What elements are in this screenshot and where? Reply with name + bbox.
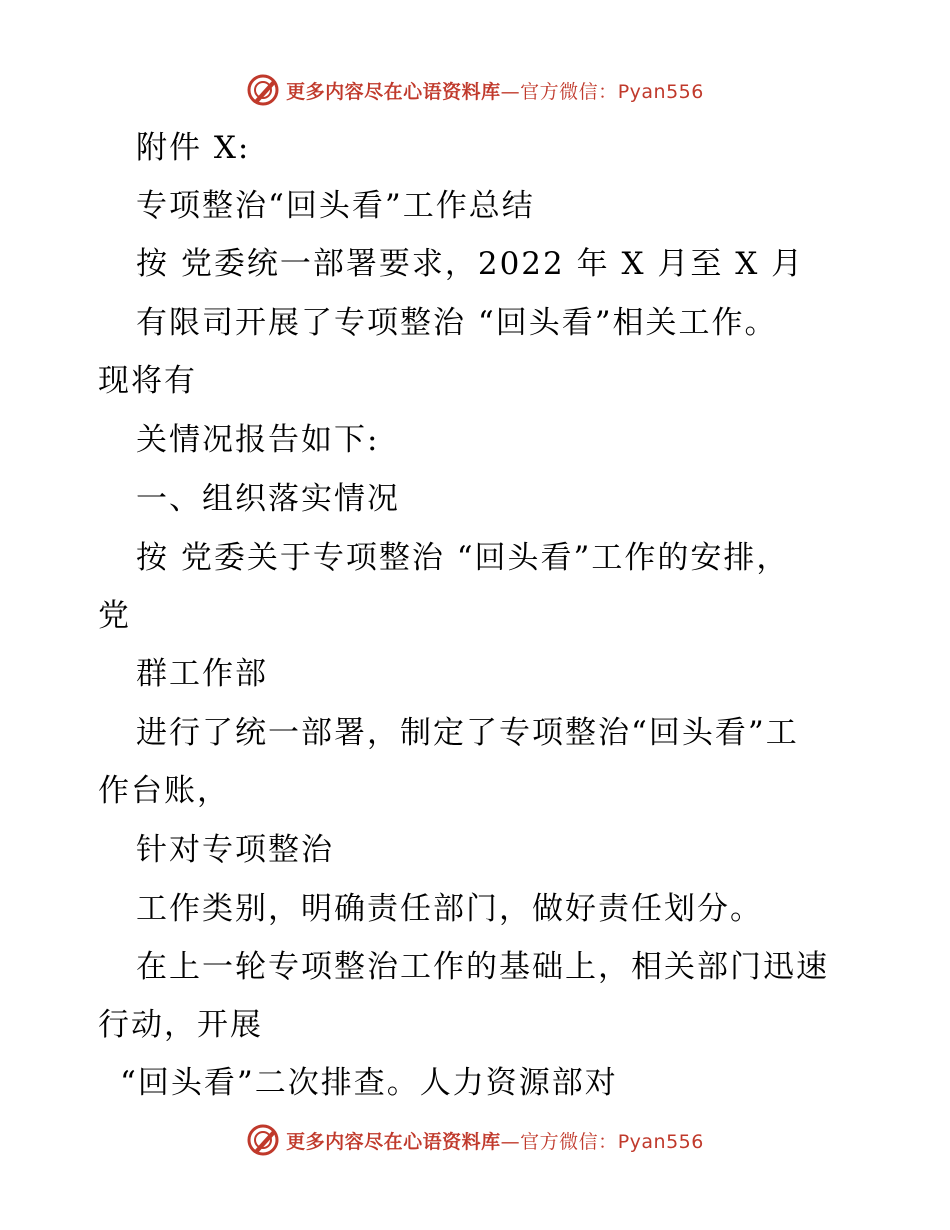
- header-watermark: [0, 70, 950, 110]
- paragraph-line: 党: [98, 598, 131, 634]
- watermark-text: [286, 1127, 704, 1154]
- watermark-suffix: 官方微信：: [520, 1130, 618, 1153]
- watermark-dash: —: [500, 1130, 521, 1153]
- paragraph-line: 有限司开展了专项整治 “回头看”相关工作。: [136, 305, 778, 341]
- paragraph-line: 进行了统一部署，制定了专项整治“回头看”工: [136, 715, 799, 751]
- paragraph-line: 针对专项整治: [136, 832, 334, 868]
- paragraph-line: 作台账，: [98, 773, 230, 809]
- paragraph-line: 按 党委统一部署要求，2022 年 X 月至 X 月: [136, 246, 805, 282]
- paragraph-line: 行动，开展: [98, 1007, 263, 1043]
- watermark-wechat: Pyan556: [617, 80, 704, 103]
- watermark-wechat: Pyan556: [617, 1130, 704, 1153]
- watermark-dash: —: [500, 80, 521, 103]
- section-heading: 一、组织落实情况: [136, 481, 400, 517]
- paragraph-line: 关情况报告如下:: [136, 422, 380, 458]
- pen-logo-icon: [246, 73, 280, 107]
- footer-watermark: [0, 1120, 950, 1160]
- paragraph-line: 工作类别，明确责任部门，做好责任划分。: [136, 891, 763, 927]
- paragraph-line: 现将有: [98, 363, 197, 399]
- watermark-text: [286, 77, 704, 104]
- paragraph-line: 在上一轮专项整治工作的基础上，相关部门迅速: [136, 949, 829, 985]
- paragraph-line: 按 党委关于专项整治 “回头看”工作的安排，: [136, 540, 790, 576]
- document-title: 专项整治“回头看”工作总结: [136, 188, 535, 224]
- attachment-label: 附件 X:: [136, 130, 251, 166]
- paragraph-line: 群工作部: [136, 656, 268, 692]
- pen-logo-icon: [246, 1123, 280, 1157]
- watermark-main: 更多内容尽在心语资料库: [286, 80, 501, 103]
- watermark-suffix: 官方微信：: [520, 80, 618, 103]
- watermark-main: 更多内容尽在心语资料库: [286, 1130, 501, 1153]
- paragraph-line: “回头看”二次排查。人力资源部对: [120, 1065, 618, 1101]
